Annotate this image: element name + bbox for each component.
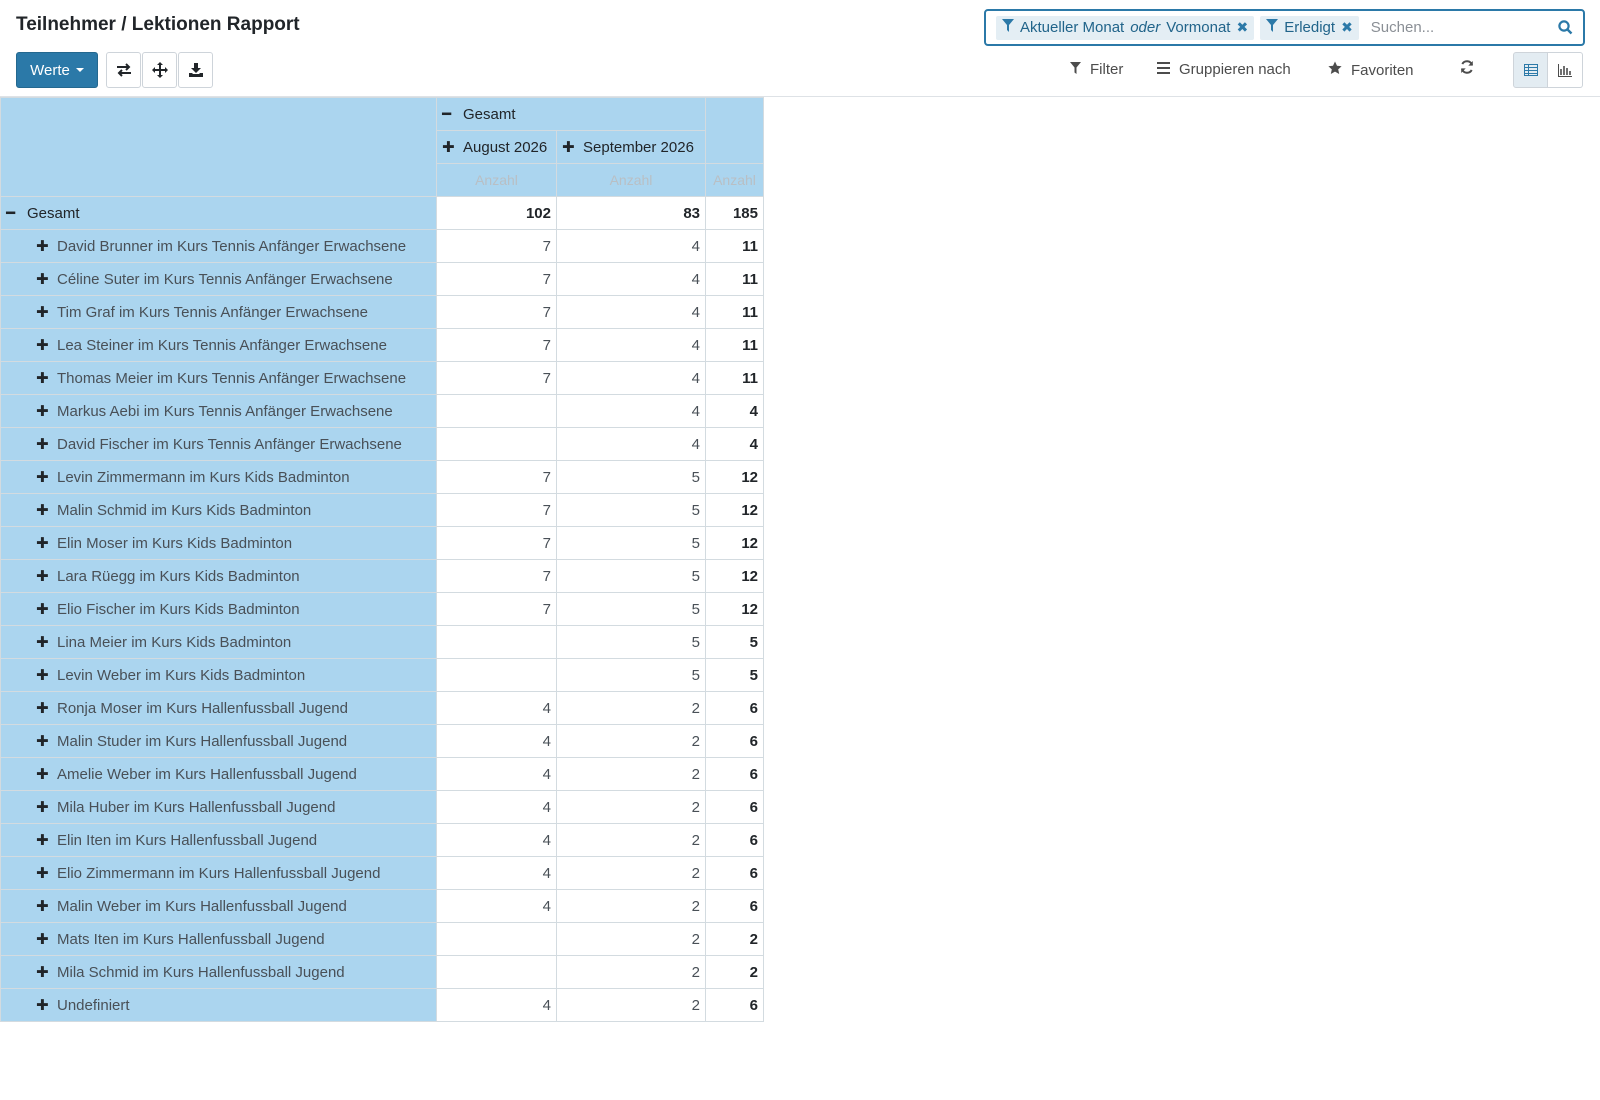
cell-value[interactable]: 7 <box>437 494 557 527</box>
cell-total[interactable]: 6 <box>706 725 764 758</box>
cell-total[interactable]: 6 <box>706 857 764 890</box>
row-header-label: Mats Iten im Kurs Hallenfussball Jugend <box>57 931 325 948</box>
row-header-label: Elio Fischer im Kurs Kids Badminton <box>57 601 300 618</box>
measure-header[interactable]: Anzahl <box>706 164 764 197</box>
row-header[interactable] <box>1 890 437 923</box>
table-row <box>1 428 764 461</box>
expand-icon: ✚ <box>442 139 455 156</box>
cell-value[interactable]: 2 <box>557 923 706 956</box>
row-header-label: Lina Meier im Kurs Kids Badminton <box>57 634 292 651</box>
cell-total[interactable]: 6 <box>706 692 764 725</box>
expand-icon: ✚ <box>36 667 49 684</box>
expand-icon: ✚ <box>36 898 49 915</box>
facet-value: Erledigt <box>1284 19 1336 36</box>
row-header-label: Lara Rüegg im Kurs Kids Badminton <box>57 568 300 585</box>
cell-value[interactable]: 2 <box>557 824 706 857</box>
cell-value[interactable] <box>437 626 557 659</box>
table-icon <box>1524 64 1538 76</box>
flip-axis-button[interactable] <box>106 52 141 88</box>
cell-value[interactable]: 2 <box>557 956 706 989</box>
cell-value[interactable]: 4 <box>437 989 557 1022</box>
filter-icon <box>1266 19 1278 36</box>
cell-value[interactable]: 4 <box>557 362 706 395</box>
cell-total[interactable]: 11 <box>706 329 764 362</box>
expand-icon: ✚ <box>36 601 49 618</box>
cell-value[interactable]: 5 <box>557 461 706 494</box>
expand-icon: ✚ <box>36 733 49 750</box>
cell-value[interactable]: 7 <box>437 527 557 560</box>
cell-total[interactable]: 6 <box>706 824 764 857</box>
cell-value[interactable]: 7 <box>437 461 557 494</box>
star-icon <box>1328 61 1342 79</box>
search-view <box>984 9 1585 46</box>
table-row <box>1 956 764 989</box>
row-header[interactable] <box>1 923 437 956</box>
expand-icon: ✚ <box>36 436 49 453</box>
row-header[interactable] <box>1 527 437 560</box>
cell-total[interactable]: 6 <box>706 758 764 791</box>
cell-value[interactable]: 2 <box>557 857 706 890</box>
cell-value[interactable]: 7 <box>437 230 557 263</box>
pivot-table <box>0 97 764 1022</box>
filter-label: Filter <box>1090 61 1124 78</box>
cell-value[interactable]: 4 <box>437 725 557 758</box>
cell-value[interactable]: 102 <box>437 197 557 230</box>
cell-value[interactable]: 2 <box>557 890 706 923</box>
expand-icon: ✚ <box>36 865 49 882</box>
expand-icon: ✚ <box>36 304 49 321</box>
table-row <box>1 857 764 890</box>
cell-value[interactable] <box>437 428 557 461</box>
cell-total[interactable]: 2 <box>706 923 764 956</box>
collapse-icon: ━ <box>442 106 452 123</box>
caret-down-icon <box>76 68 84 72</box>
view-switcher <box>1513 52 1583 88</box>
expand-icon: ✚ <box>36 832 49 849</box>
search-icon[interactable] <box>1558 20 1573 39</box>
row-header[interactable] <box>1 461 437 494</box>
cell-value[interactable]: 2 <box>557 725 706 758</box>
row-header-label: Mila Schmid im Kurs Hallenfussball Jugend <box>57 964 345 981</box>
group-by-label: Gruppieren nach <box>1179 61 1291 78</box>
cell-total[interactable]: 12 <box>706 593 764 626</box>
cell-value[interactable] <box>437 923 557 956</box>
table-row <box>1 791 764 824</box>
pivot-body <box>1 197 764 1022</box>
row-header[interactable] <box>1 989 437 1022</box>
col-header-label: September 2026 <box>583 139 694 156</box>
row-header[interactable] <box>1 230 437 263</box>
remove-facet-icon[interactable]: ✖ <box>1341 19 1353 35</box>
row-header-label: Mila Huber im Kurs Hallenfussball Jugend <box>57 799 336 816</box>
table-row <box>1 989 764 1022</box>
cell-value[interactable]: 4 <box>557 230 706 263</box>
row-header-label: David Brunner im Kurs Tennis Anfänger Erwachsene <box>57 238 407 255</box>
row-header[interactable] <box>1 857 437 890</box>
row-header[interactable] <box>1 560 437 593</box>
expand-icon: ✚ <box>36 238 49 255</box>
facet-separator: oder <box>1130 19 1161 36</box>
table-row <box>1 296 764 329</box>
cell-value[interactable]: 4 <box>557 395 706 428</box>
facet-period[interactable] <box>996 16 1254 40</box>
row-header[interactable] <box>1 362 437 395</box>
expand-icon: ✚ <box>36 997 49 1014</box>
row-header-label: Elin Iten im Kurs Hallenfussball Jugend <box>57 832 318 849</box>
cell-total[interactable]: 5 <box>706 626 764 659</box>
row-header[interactable] <box>1 626 437 659</box>
download-button[interactable] <box>178 52 213 88</box>
cell-total[interactable]: 12 <box>706 560 764 593</box>
row-header-label: Markus Aebi im Kurs Tennis Anfänger Erwachsene <box>57 403 393 420</box>
facet-status[interactable] <box>1260 16 1359 40</box>
table-row <box>1 527 764 560</box>
favorites-menu[interactable] <box>1328 61 1414 79</box>
cell-value[interactable] <box>437 395 557 428</box>
table-row <box>1 692 764 725</box>
facet-value: Vormonat <box>1166 19 1231 36</box>
arrows-icon <box>152 62 168 78</box>
download-icon <box>189 63 203 77</box>
row-header[interactable] <box>1 494 437 527</box>
expand-icon: ✚ <box>36 403 49 420</box>
table-row <box>1 560 764 593</box>
cell-value[interactable]: 4 <box>437 791 557 824</box>
cell-value[interactable]: 2 <box>557 692 706 725</box>
cell-total[interactable]: 11 <box>706 230 764 263</box>
row-header[interactable] <box>1 725 437 758</box>
row-header-label: Levin Zimmermann im Kurs Kids Badminton <box>57 469 350 486</box>
refresh-icon[interactable] <box>1460 60 1474 78</box>
expand-icon: ✚ <box>36 337 49 354</box>
table-row <box>1 923 764 956</box>
table-row <box>1 758 764 791</box>
cell-total[interactable]: 185 <box>706 197 764 230</box>
cell-total[interactable]: 4 <box>706 395 764 428</box>
breadcrumb: Teilnehmer / Lektionen Rapport <box>16 14 300 35</box>
expand-icon: ✚ <box>36 535 49 552</box>
row-header-label: Malin Weber im Kurs Hallenfussball Jugend <box>57 898 347 915</box>
table-row <box>1 593 764 626</box>
cell-total[interactable]: 11 <box>706 296 764 329</box>
bars-icon <box>1157 61 1170 78</box>
pivot-corner <box>1 98 437 197</box>
cell-value[interactable]: 5 <box>557 527 706 560</box>
cell-value[interactable]: 83 <box>557 197 706 230</box>
measures-button[interactable] <box>16 52 98 88</box>
cell-total[interactable]: 6 <box>706 791 764 824</box>
cell-value[interactable]: 4 <box>437 692 557 725</box>
cell-value[interactable]: 5 <box>557 593 706 626</box>
cell-value[interactable]: 7 <box>437 560 557 593</box>
group-by-menu[interactable] <box>1157 61 1291 78</box>
measure-header[interactable]: Anzahl <box>437 164 557 197</box>
row-header-label: Malin Schmid im Kurs Kids Badminton <box>57 502 312 519</box>
filter-menu[interactable] <box>1070 61 1123 78</box>
cell-value[interactable]: 2 <box>557 989 706 1022</box>
expand-icon: ✚ <box>36 964 49 981</box>
row-header-label: Lea Steiner im Kurs Tennis Anfänger Erwachsene <box>57 337 387 354</box>
cell-value[interactable]: 7 <box>437 593 557 626</box>
cell-value[interactable]: 7 <box>437 263 557 296</box>
cell-value[interactable] <box>437 659 557 692</box>
cell-total[interactable]: 2 <box>706 956 764 989</box>
expand-icon: ✚ <box>36 931 49 948</box>
row-header-label: Ronja Moser im Kurs Hallenfussball Jugend <box>57 700 348 717</box>
expand-icon: ✚ <box>36 700 49 717</box>
facet-value: Aktueller Monat <box>1020 19 1125 36</box>
measures-label: Werte <box>30 61 70 79</box>
collapse-icon: ━ <box>6 205 16 222</box>
cell-total[interactable]: 12 <box>706 461 764 494</box>
cell-value[interactable]: 2 <box>557 791 706 824</box>
col-header-month[interactable] <box>557 131 706 164</box>
graph-view-button[interactable] <box>1548 52 1583 88</box>
row-header[interactable] <box>1 263 437 296</box>
table-row <box>1 824 764 857</box>
cell-total[interactable]: 5 <box>706 659 764 692</box>
cell-total[interactable]: 12 <box>706 527 764 560</box>
search-input[interactable] <box>1369 18 1539 37</box>
cell-total[interactable]: 11 <box>706 362 764 395</box>
row-header[interactable] <box>1 428 437 461</box>
expand-icon: ✚ <box>562 139 575 156</box>
cell-value[interactable]: 4 <box>557 263 706 296</box>
cell-value[interactable]: 4 <box>437 758 557 791</box>
expand-icon: ✚ <box>36 469 49 486</box>
row-header[interactable] <box>1 758 437 791</box>
expand-icon: ✚ <box>36 370 49 387</box>
cell-total[interactable]: 11 <box>706 263 764 296</box>
table-row <box>1 725 764 758</box>
row-header-label: Elio Zimmermann im Kurs Hallenfussball Jugend <box>57 865 381 882</box>
cell-value[interactable]: 2 <box>557 758 706 791</box>
remove-facet-icon[interactable]: ✖ <box>1236 19 1249 35</box>
table-row <box>1 659 764 692</box>
cell-value[interactable]: 7 <box>437 362 557 395</box>
table-row <box>1 230 764 263</box>
table-row <box>1 626 764 659</box>
bar-chart-icon <box>1558 64 1572 77</box>
control-panel <box>0 0 1600 97</box>
cell-total[interactable]: 6 <box>706 989 764 1022</box>
favorites-label: Favoriten <box>1351 61 1414 79</box>
row-header-label: Thomas Meier im Kurs Tennis Anfänger Erwachsene <box>57 370 407 387</box>
row-header[interactable] <box>1 395 437 428</box>
cell-value[interactable]: 5 <box>557 659 706 692</box>
row-header-label: Levin Weber im Kurs Kids Badminton <box>57 667 306 684</box>
row-header-label: Céline Suter im Kurs Tennis Anfänger Erwachsene <box>57 271 393 288</box>
row-header-label: Undefiniert <box>57 997 130 1014</box>
table-row <box>1 494 764 527</box>
cell-value[interactable] <box>437 956 557 989</box>
row-header-label: Elin Moser im Kurs Kids Badminton <box>57 535 293 552</box>
cell-value[interactable]: 4 <box>557 296 706 329</box>
row-header-total[interactable] <box>1 197 437 230</box>
cell-total[interactable]: 12 <box>706 494 764 527</box>
col-header-month[interactable] <box>437 131 557 164</box>
row-header-label: David Fischer im Kurs Tennis Anfänger Erwachsene <box>57 436 402 453</box>
cell-value[interactable]: 4 <box>437 857 557 890</box>
row-header[interactable] <box>1 296 437 329</box>
row-header[interactable] <box>1 659 437 692</box>
table-row <box>1 461 764 494</box>
pivot-view-button[interactable] <box>1513 52 1548 88</box>
cell-value[interactable]: 7 <box>437 296 557 329</box>
expand-icon: ✚ <box>36 799 49 816</box>
expand-icon: ✚ <box>36 766 49 783</box>
cell-total[interactable]: 6 <box>706 890 764 923</box>
table-row <box>1 890 764 923</box>
expand-icon: ✚ <box>36 568 49 585</box>
exchange-icon <box>116 63 132 77</box>
table-row <box>1 263 764 296</box>
col-header-total-label: Gesamt <box>463 106 516 123</box>
cell-value[interactable]: 4 <box>437 890 557 923</box>
row-header[interactable] <box>1 692 437 725</box>
expand-all-button[interactable] <box>142 52 177 88</box>
expand-icon: ✚ <box>36 634 49 651</box>
col-header-grand-total <box>706 98 764 164</box>
expand-icon: ✚ <box>36 271 49 288</box>
cell-value[interactable]: 4 <box>437 824 557 857</box>
table-row <box>1 329 764 362</box>
row-header-label: Malin Studer im Kurs Hallenfussball Jugend <box>57 733 348 750</box>
row-header-label: Tim Graf im Kurs Tennis Anfänger Erwachsene <box>57 304 368 321</box>
col-header-total[interactable] <box>437 98 706 131</box>
cell-value[interactable]: 5 <box>557 494 706 527</box>
row-header-label: Amelie Weber im Kurs Hallenfussball Jugend <box>57 766 357 783</box>
col-header-label: August 2026 <box>463 139 548 156</box>
measure-header[interactable]: Anzahl <box>557 164 706 197</box>
table-row <box>1 362 764 395</box>
pivot-actions <box>106 52 213 88</box>
row-header[interactable] <box>1 956 437 989</box>
row-header[interactable] <box>1 329 437 362</box>
row-header-label: Gesamt <box>27 205 80 222</box>
cell-value[interactable]: 7 <box>437 329 557 362</box>
row-header[interactable] <box>1 824 437 857</box>
filter-icon <box>1002 19 1014 36</box>
filter-icon <box>1070 61 1081 78</box>
cell-value[interactable]: 4 <box>557 329 706 362</box>
cell-value[interactable]: 5 <box>557 560 706 593</box>
table-row <box>1 395 764 428</box>
cell-value[interactable]: 4 <box>557 428 706 461</box>
row-header[interactable] <box>1 593 437 626</box>
expand-icon: ✚ <box>36 502 49 519</box>
row-header[interactable] <box>1 791 437 824</box>
cell-total[interactable]: 4 <box>706 428 764 461</box>
cell-value[interactable]: 5 <box>557 626 706 659</box>
total-row <box>1 197 764 230</box>
